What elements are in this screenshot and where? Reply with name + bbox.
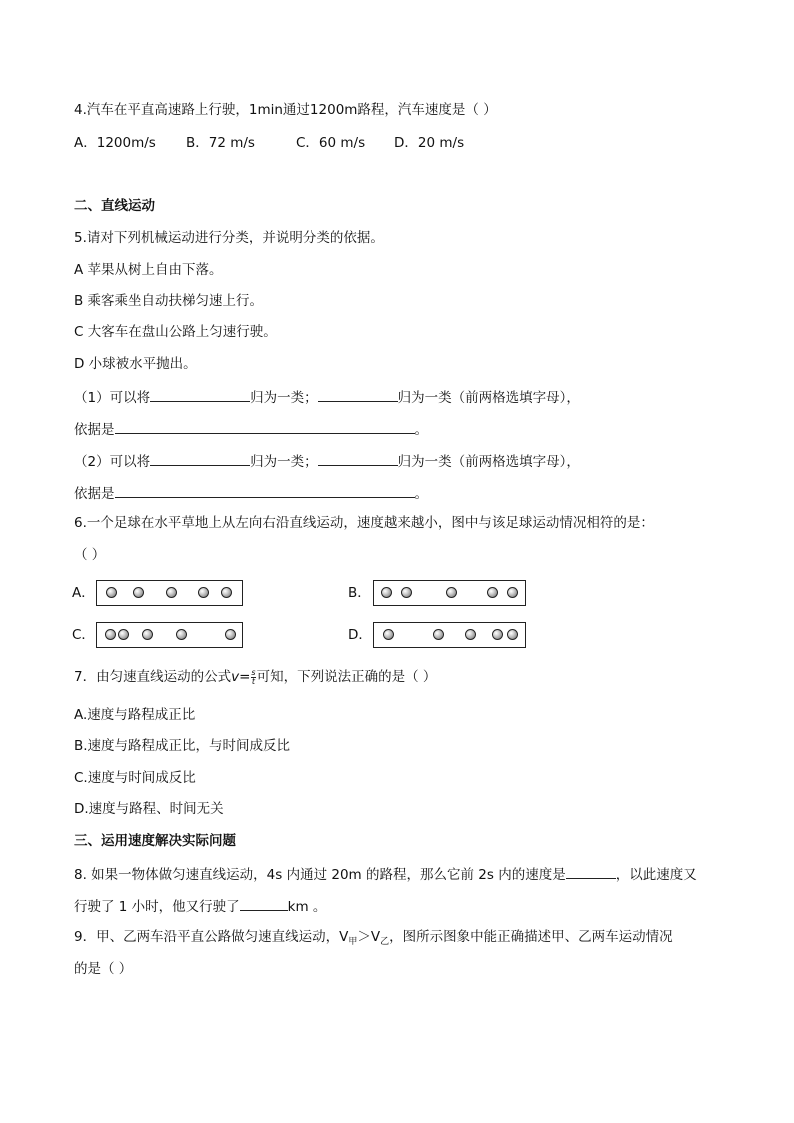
q7-stem-prefix: 7．由匀速直线运动的公式 [74,669,232,685]
q5-part1-blank2[interactable] [318,387,398,402]
ball [106,587,117,598]
q4-option-c: C．60 m/s [296,135,366,151]
q7-formula-numerator: s [251,667,256,677]
q9-line1-b: ，图所示图象中能正确描述甲、乙两车运动情况 [389,929,673,945]
ball [225,629,236,640]
q6-paren: （ ） [74,547,106,563]
q4-option-b: B．72 m/s [186,135,255,151]
q5-basis1-period: 。 [414,422,428,438]
q9-sub-yi: 乙 [380,937,390,947]
q8-line2-a: 行驶了 1 小时，他又行驶了 [74,899,240,915]
q7-stem [74,668,436,686]
q5-part1-end: 归为一类（前两格选填字母）， [397,390,580,406]
q9-line1-a: 9．甲、乙两车沿平直公路做匀速直线运动，V [74,929,349,945]
q8-line1-a: 8. 如果一物体做匀速直线运动，4s 内通过 20m 的路程，那么它前 2s 内的速度是 [74,867,566,883]
q5-part1-blank1[interactable] [150,387,250,402]
q7-option-b: B.速度与路程成正比，与时间成反比 [74,738,291,754]
q6-label-d: D． [348,627,372,643]
q6-option-c-strip[interactable] [96,622,243,648]
ball [381,587,392,598]
q7-stem-suffix: 可知，下列说法正确的是（ ） [256,669,437,685]
q6-label-c: C． [72,627,95,643]
q9-gt: ＞V [357,929,381,945]
q5-stem: 5.请对下列机械运动进行分类，并说明分类的依据。 [74,230,384,246]
q5-basis2-prefix: 依据是 [74,486,115,502]
q5-basis2-period: 。 [414,486,428,502]
q5-part2-prefix: （2）可以将 [74,454,151,470]
q4-option-d: D．20 m/s [394,135,465,151]
q6-label-a: A． [72,585,95,601]
ball [401,587,412,598]
q5-part2-mid: 归为一类； [250,454,318,470]
q7-formula-v: v [231,669,240,685]
q9-sub-jia: 甲 [348,937,358,947]
q6-option-a-strip[interactable] [96,580,243,606]
q7-formula-fraction [251,669,255,686]
ball [176,629,187,640]
q5-item-c: C 大客车在盘山公路上匀速行驶。 [74,324,277,340]
ball [221,587,232,598]
q5-part2-end: 归为一类（前两格选填字母）， [397,454,580,470]
q5-part1-mid: 归为一类； [250,390,318,406]
q6-stem: 6.一个足球在水平草地上从左向右沿直线运动，速度越来越小，图中与该足球运动情况相符的是： [74,515,654,531]
ball [465,629,476,640]
section3-title: 三、运用速度解决实际问题 [74,833,236,849]
q8-line2-b: km 。 [287,899,327,915]
q5-part2-blank1[interactable] [150,451,250,466]
q5-item-d: D 小球被水平抛出。 [74,356,197,372]
q7-formula-denominator: t [251,676,256,686]
q5-part2 [74,451,580,471]
ball [105,629,116,640]
q6-label-b: B． [348,585,371,601]
q4-stem: 4.汽车在平直高速路上行驶，1min通过1200m路程，汽车速度是（ ） [74,102,497,118]
q8-blank1[interactable] [566,864,616,879]
ball [446,587,457,598]
q4-option-a: A．1200m/s [74,135,156,151]
q8-line2 [74,896,326,916]
q5-item-b: B 乘客乘坐自动扶梯匀速上行。 [74,293,264,309]
q8-blank2[interactable] [240,896,288,911]
ball [142,629,153,640]
ball [166,587,177,598]
q7-option-d: D.速度与路程、时间无关 [74,801,224,817]
ball [507,587,518,598]
q7-option-a: A.速度与路程成正比 [74,707,196,723]
q4-options [74,134,464,152]
q6-option-d-strip[interactable] [373,622,526,648]
q8-line1 [74,864,697,884]
q9-line2: 的是（ ） [74,961,133,977]
q5-part1-prefix: （1）可以将 [74,390,151,406]
ball [492,629,503,640]
ball [383,629,394,640]
q6-option-b-strip[interactable] [373,580,526,606]
q5-basis1-prefix: 依据是 [74,422,115,438]
ball [507,629,518,640]
q5-part2-blank2[interactable] [318,451,398,466]
q5-basis2-blank[interactable] [115,483,415,498]
q5-item-a: A 苹果从树上自由下落。 [74,262,223,278]
q5-basis2 [74,483,428,503]
q5-basis1-blank[interactable] [115,419,415,434]
ball [433,629,444,640]
q5-part1 [74,387,580,407]
ball [487,587,498,598]
q5-basis1 [74,419,428,439]
ball [118,629,129,640]
ball [198,587,209,598]
ball [133,587,144,598]
q7-option-c: C.速度与时间成反比 [74,770,196,786]
section2-title: 二、直线运动 [74,198,155,214]
q7-formula-eq: = [239,669,251,685]
q8-line1-b: ，以此速度又 [615,867,697,883]
q9-line1 [74,928,673,951]
